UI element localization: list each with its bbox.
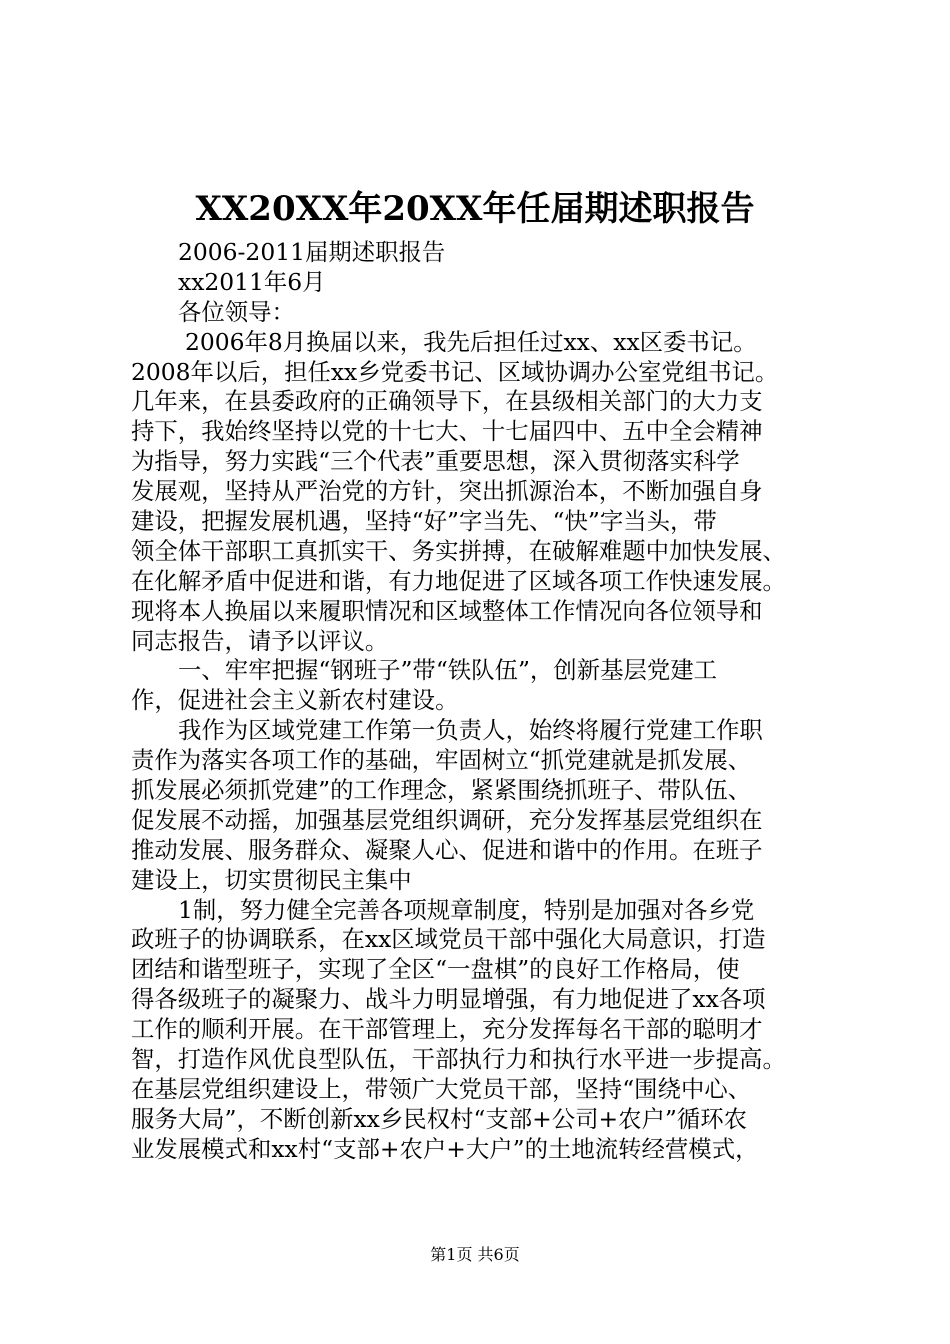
body-line: 发展观，坚持从严治党的方针，突出抓源治本，不断加强自身 (131, 477, 763, 506)
body-line: 我作为区域党建工作第一负责人，始终将履行党建工作职 (178, 716, 763, 745)
body-line: 同志报告，请予以评议。 (131, 626, 389, 655)
body-line: 业发展模式和xx村“支部+农户+大户”的土地流转经营模式， (131, 1134, 759, 1163)
body-line: 政班子的协调联系，在xx区域党员干部中强化大局意识，打造 (131, 925, 766, 954)
body-line: 2008年以后，担任xx乡党委书记、区域协调办公室党组书记。 (131, 357, 779, 386)
body-line: 现将本人换届以来履职情况和区域整体工作情况向各位领导和 (131, 596, 763, 625)
body-line: 服务大局”，不断创新xx乡民权村“支部+公司+农户”循环农 (131, 1104, 748, 1133)
body-line: 几年来，在县委政府的正确领导下，在县级相关部门的大力支 (131, 387, 763, 416)
body-line: 建设上，切实贯彻民主集中 (131, 865, 412, 894)
section-heading: 作，促进社会主义新农村建设。 (131, 686, 459, 715)
section-heading: 一、牢牢把握“钢班子”带“铁队伍”，创新基层党建工 (178, 656, 718, 685)
body-line: 领全体干部职工真抓实干、务实拼搏，在破解难题中加快发展、 (131, 536, 786, 565)
body-line: 智，打造作风优良型队伍，干部执行力和执行水平进一步提高。 (131, 1045, 786, 1074)
body-line: xx2011年6月 (178, 267, 326, 296)
body-line: 建设，把握发展机遇，坚持“好”字当先、“快”字当头，带 (131, 507, 717, 536)
body-line: 为指导，努力实践“三个代表”重要思想，深入贯彻落实科学 (131, 447, 740, 476)
body-line: 在化解矛盾中促进和谐，有力地促进了区域各项工作快速发展。 (131, 566, 786, 595)
body-line: 推动发展、服务群众、凝聚人心、促进和谐中的作用。在班子 (131, 835, 763, 864)
body-line: 在基层党组织建设上，带领广大党员干部，坚持“围绕中心、 (131, 1074, 752, 1103)
body-line: 促发展不动摇，加强基层党组织调研，充分发挥基层党组织在 (131, 805, 763, 834)
body-line: 各位领导： (178, 297, 295, 326)
body-line: 得各级班子的凝聚力、战斗力明显增强，有力地促进了xx各项 (131, 985, 766, 1014)
body-line: 抓发展必须抓党建”的工作理念，紧紧围绕抓班子、带队伍、 (131, 776, 752, 805)
document-body (131, 238, 843, 1165)
document-title: XX20XX年20XX年任届期述职报告 (195, 189, 755, 229)
body-line: 2006-2011届期述职报告 (178, 238, 446, 266)
body-line: 责作为落实各项工作的基础，牢固树立“抓党建就是抓发展、 (131, 746, 752, 775)
body-line: 持下，我始终坚持以党的十七大、十七届四中、五中全会精神 (131, 417, 763, 446)
body-line: 工作的顺利开展。在干部管理上，充分发挥每名干部的聪明才 (131, 1015, 763, 1044)
body-line: 2006年8月换届以来，我先后担任过xx、xx区委书记。 (185, 327, 757, 356)
page-footer: 第1页 共6页 (430, 1245, 520, 1264)
body-line: 团结和谐型班子，实现了全区“一盘棋”的良好工作格局，使 (131, 955, 740, 984)
body-line: 1制，努力健全完善各项规章制度，特别是加强对各乡党 (178, 895, 755, 924)
